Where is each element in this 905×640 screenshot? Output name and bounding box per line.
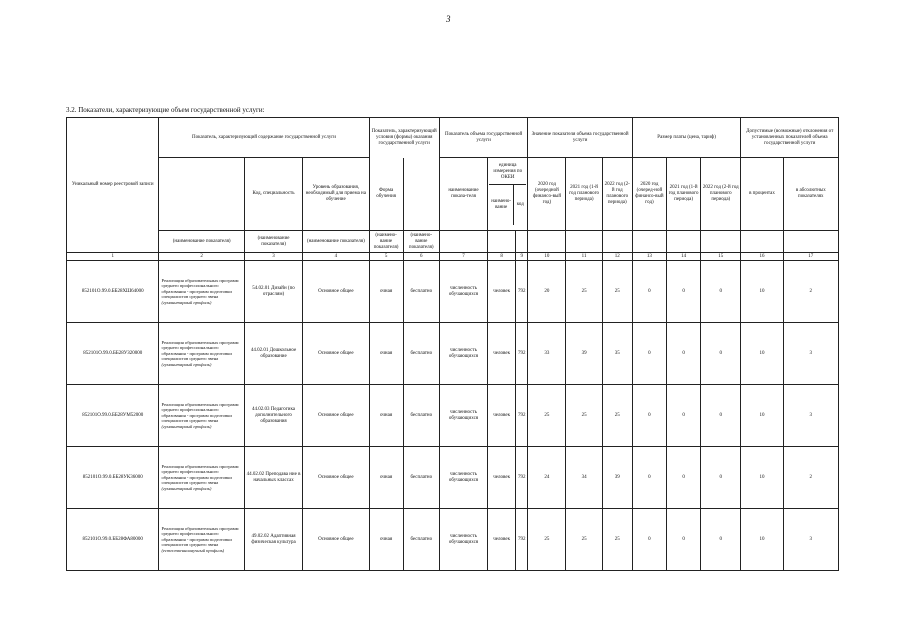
- table-row: [67, 385, 839, 447]
- value-2020-cell: 25: [528, 509, 566, 571]
- col-num: 1: [67, 253, 159, 261]
- col-num: 9: [516, 253, 528, 261]
- specialty-cell: 54.02.01 Дизайн (по отраслям): [244, 261, 302, 323]
- value-2020-cell: 20: [528, 261, 566, 323]
- year-2020-header: 2020 год (очередной финансо-вый год): [528, 158, 566, 231]
- form-cell: очная: [369, 323, 403, 385]
- education-level-header: Уровень образования, необходимый для приема на обучение: [303, 158, 369, 231]
- year-2021-header: 2021 год (1-й год планового периода): [566, 158, 602, 231]
- unit-cell: человек: [488, 261, 516, 323]
- name-indicator-2: (наименование показателя): [244, 231, 302, 253]
- col-num: 12: [602, 253, 632, 261]
- indicator-cell: численность обучающихся: [439, 385, 487, 447]
- year-2022-header: 2022 год (2-й год планового периода): [602, 158, 632, 231]
- col-num: 7: [439, 253, 487, 261]
- registry-cell: 852101О.99.0.ББ28УК36000: [67, 447, 159, 509]
- registry-cell: 852101О.99.0.ББ28ФА80000: [67, 509, 159, 571]
- indicator-cell: численность обучающихся: [439, 447, 487, 509]
- okei-name-label: наимено-вание: [489, 185, 514, 225]
- code-cell: 792: [516, 447, 528, 509]
- program-text: Реализация образовательных программ среднего профессионального образования - программ подготовки специалистов среднего звена: [161, 463, 239, 486]
- fee-header: Размер платы (цена, тариф): [632, 118, 741, 158]
- col-num: 3: [244, 253, 302, 261]
- value-2022-cell: 25: [602, 261, 632, 323]
- value-2020-cell: 24: [528, 447, 566, 509]
- profile-text: (гуманитарный профиль): [161, 299, 212, 305]
- deviation-abs-cell: 3: [783, 323, 838, 385]
- in-percent-header: в процентах: [741, 158, 783, 231]
- payment-cell: бесплатно: [403, 509, 439, 571]
- col-num: 2: [159, 253, 244, 261]
- program-cell: [159, 261, 244, 323]
- level-cell: Основное общее: [303, 385, 369, 447]
- program-text: Реализация образовательных программ среднего профессионального образования - программ подготовки специалистов среднего звена: [161, 277, 239, 300]
- profile-text: (гуманитарный профиль): [161, 423, 212, 429]
- col-num: 6: [403, 253, 439, 261]
- column-numbers-row: [67, 253, 839, 261]
- table-row: [67, 447, 839, 509]
- fee-2022-cell: 0: [701, 447, 741, 509]
- value-2020-cell: 25: [528, 385, 566, 447]
- fee-2021-cell: 0: [667, 323, 701, 385]
- payment-cell: бесплатно: [403, 385, 439, 447]
- table-row: [67, 509, 839, 571]
- table-row: [67, 323, 839, 385]
- col-num: 14: [667, 253, 701, 261]
- registry-cell: 852101О.99.0.ББ28УЗ20000: [67, 323, 159, 385]
- value-2022-cell: 35: [602, 323, 632, 385]
- deviation-pct-cell: 10: [741, 509, 783, 571]
- fee-2022-cell: 0: [701, 385, 741, 447]
- deviation-pct-cell: 10: [741, 385, 783, 447]
- fee-2022-cell: 0: [701, 323, 741, 385]
- name-indicator-3: (наименование показателя): [303, 231, 369, 253]
- code-cell: 792: [516, 261, 528, 323]
- col-num: 5: [369, 253, 403, 261]
- col-num: 11: [566, 253, 602, 261]
- fee-2021-header: 2021 год (1-й год планового периода): [667, 158, 701, 231]
- value-2021-cell: 39: [566, 323, 602, 385]
- unit-cell: человек: [488, 385, 516, 447]
- col-num: 4: [303, 253, 369, 261]
- specialty-cell: 44.02.01 Дошкольное образование: [244, 323, 302, 385]
- fee-2020-cell: 0: [632, 447, 666, 509]
- level-cell: Основное общее: [303, 509, 369, 571]
- deviation-pct-cell: 10: [741, 323, 783, 385]
- fee-2020-header: 2020 год (очеред-ной финансо-вый год): [632, 158, 666, 231]
- profile-text: (естественнонаучный профиль): [161, 547, 225, 553]
- form-cell: очная: [369, 447, 403, 509]
- specialty-cell: 44.02.03 Педагогика дополнительного образования: [244, 385, 302, 447]
- level-cell: Основное общее: [303, 323, 369, 385]
- program-text: Реализация образовательных программ среднего профессионального образования - программ подготовки специалистов среднего звена: [161, 339, 239, 362]
- form-cell: очная: [369, 261, 403, 323]
- profile-text: (гуманитарный профиль): [161, 361, 212, 367]
- col-num: 10: [528, 253, 566, 261]
- deviation-abs-cell: 3: [783, 509, 838, 571]
- indicator-name-header: наименование показа-теля: [439, 158, 487, 231]
- value-2020-cell: 33: [528, 323, 566, 385]
- fee-2022-cell: 0: [701, 261, 741, 323]
- payment-cell: бесплатно: [403, 261, 439, 323]
- name-indicator-4: (наимено-вание показателя): [369, 231, 403, 253]
- okei-unit-label: единица измерения по ОКЕИ: [493, 163, 523, 180]
- section-title: 3.2. Показатели, характеризующие объем государственной услуги:: [66, 106, 265, 114]
- okei-unit-header: [488, 158, 528, 231]
- volume-value-header: Значение показателя объема государственной услуги: [528, 118, 633, 158]
- fee-2020-cell: 0: [632, 509, 666, 571]
- col-num: 13: [632, 253, 666, 261]
- registry-cell: 852101О.99.0.ББ28ХШ64000: [67, 261, 159, 323]
- page-number: 3: [446, 14, 451, 24]
- value-2022-cell: 39: [602, 447, 632, 509]
- program-text: Реализация образовательных программ среднего профессионального образования - программ подготовки специалистов среднего звена: [161, 525, 239, 548]
- value-2022-cell: 25: [602, 385, 632, 447]
- unit-cell: человек: [488, 447, 516, 509]
- deviation-abs-cell: 2: [783, 447, 838, 509]
- form-of-study-header: Форма обучения: [369, 158, 403, 231]
- col-num: 15: [701, 253, 741, 261]
- col-num: 16: [741, 253, 783, 261]
- fee-2022-cell: 0: [701, 509, 741, 571]
- volume-indicators-table: [66, 117, 839, 571]
- form-cell: очная: [369, 385, 403, 447]
- program-cell: [159, 447, 244, 509]
- value-2021-cell: 25: [566, 385, 602, 447]
- fee-2021-cell: 0: [667, 261, 701, 323]
- table-row: [67, 261, 839, 323]
- value-2022-cell: 25: [602, 509, 632, 571]
- code-specialty-header: Код, специальность: [244, 158, 302, 231]
- fee-2021-cell: 0: [667, 385, 701, 447]
- fee-2022-header: 2022 год (2-й год планового периода): [701, 158, 741, 231]
- conditions-indicator-header: Показатель, характеризующий условия (формы) оказания государственной услуги: [369, 118, 439, 158]
- code-cell: 792: [516, 509, 528, 571]
- in-absolute-header: в абсолютных показателях: [783, 158, 838, 231]
- form-cell: очная: [369, 509, 403, 571]
- program-cell: [159, 323, 244, 385]
- code-cell: 792: [516, 323, 528, 385]
- unit-cell: человек: [488, 323, 516, 385]
- profile-text: (гуманитарный профиль): [161, 485, 212, 491]
- col-num: 8: [488, 253, 516, 261]
- deviation-header: Допустимые (возможные) отклонения от установленных показателей объема государственной услуги: [741, 118, 839, 158]
- fee-2021-cell: 0: [667, 509, 701, 571]
- program-text: Реализация образовательных программ среднего профессионального образования - программ подготовки специалистов среднего звена: [161, 401, 239, 424]
- fee-2020-cell: 0: [632, 323, 666, 385]
- specialty-cell: 44.02.02 Преподава ние в начальных классах: [244, 447, 302, 509]
- deviation-abs-cell: 3: [783, 385, 838, 447]
- specialty-cell: 49.02.02 Адаптивная физическая культура: [244, 509, 302, 571]
- program-cell: [159, 385, 244, 447]
- unit-cell: человек: [488, 509, 516, 571]
- code-cell: 792: [516, 385, 528, 447]
- value-2021-cell: 25: [566, 261, 602, 323]
- volume-indicator-header: Показатель объема государственной услуги: [439, 118, 527, 158]
- name-indicator-5: (наимено-вание показателя): [403, 231, 439, 253]
- indicator-cell: численность обучающихся: [439, 261, 487, 323]
- payment-cell: бесплатно: [403, 323, 439, 385]
- program-cell: [159, 509, 244, 571]
- value-2021-cell: 34: [566, 447, 602, 509]
- name-indicator-1: (наименование показателя): [159, 231, 244, 253]
- col-num: 17: [783, 253, 838, 261]
- fee-2021-cell: 0: [667, 447, 701, 509]
- okei-code-label: код: [516, 202, 524, 207]
- deviation-abs-cell: 2: [783, 261, 838, 323]
- level-cell: Основное общее: [303, 447, 369, 509]
- payment-cell: бесплатно: [403, 447, 439, 509]
- registry-number-header: Уникальный номер реестровой записи: [67, 118, 159, 253]
- deviation-pct-cell: 10: [741, 261, 783, 323]
- fee-2020-cell: 0: [632, 261, 666, 323]
- indicator-cell: численность обучающихся: [439, 323, 487, 385]
- indicator-cell: численность обучающихся: [439, 509, 487, 571]
- level-cell: Основное общее: [303, 261, 369, 323]
- value-2021-cell: 25: [566, 509, 602, 571]
- fee-2020-cell: 0: [632, 385, 666, 447]
- registry-cell: 852101О.99.0.ББ28УМ52000: [67, 385, 159, 447]
- deviation-pct-cell: 10: [741, 447, 783, 509]
- content-indicator-header: Показатель, характеризующий содержание государственной услуги: [159, 118, 369, 158]
